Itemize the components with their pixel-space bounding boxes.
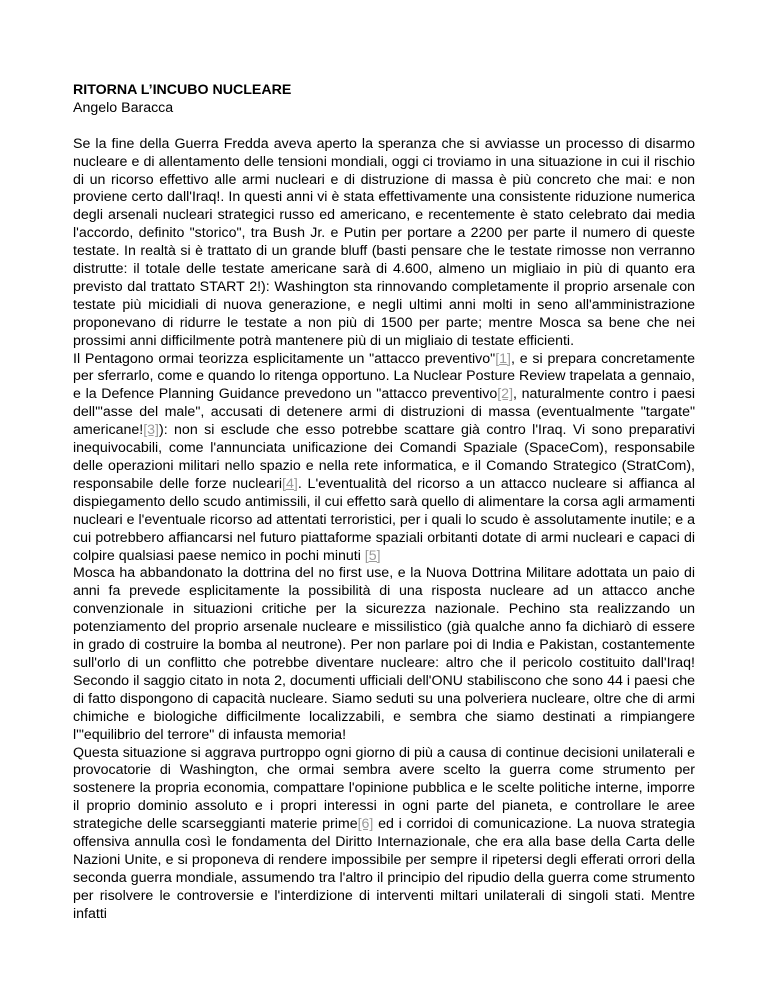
document-page — [73, 82, 695, 924]
paragraph-text: Mosca ha abbandonato la dottrina del no first use, e la Nuova Dottrina Militare adottata un paio di anni fa prevede esplicitamente la possibilità di una risposta nucleare ad un attacco anche convenzionale in situazioni critiche per la sicurezza nazionale. Pechino sta realizzando un potenziamento del proprio arsenale nucleare e missilistico (già qualche anno fa dichiarò di essere in grado di costruire la bomba al neutrone). Per non parlare poi di India e Pakistan, costantemente sull'orlo di un conflitto che potrebbe diventare nucleare: altro che il pericolo costituito dall'Iraq! Secondo il saggio citato in nota 2, documenti ufficiali dell'ONU stabiliscono che sono 44 i paesi che di fatto dispongono di capacità nucleare. Siamo seduti su una polveriera nucleare, oltre che di armi chimiche e biologiche difficilmente localizzabili, e sembra che siamo destinati a rimpiangere l'"equilibrio del terrore" di infausta memoria! — [73, 565, 695, 743]
body-paragraph — [73, 565, 695, 744]
paragraph-text: , e si prepara concretamente per sferrarlo, come e quando lo ritenga opportuno. La Nuclear Posture Review trapelata a gennaio, e la Defence Planning Guidance prevedono un "attacco preventivo — [73, 350, 696, 403]
footnote-link[interactable]: [6] — [357, 816, 374, 833]
paragraph-text: Questa situazione si aggrava purtroppo ogni giorno di più a causa di continue decisioni unilaterali e provocatorie di Washington, che ormai sembra avere scelto la guerra come strumento per sostenere la propria economia, compattare l'opinione pubblica e le scelte politiche interne, imporre il proprio dominio assoluto e i propri interessi in ogni parte del pianeta, e controllare le aree strategiche delle scarseggianti materie prime — [73, 744, 695, 833]
body-paragraph — [73, 745, 695, 924]
paragraph-text: Il Pentagono ormai teorizza esplicitamente un "attacco preventivo" — [73, 350, 496, 367]
footnote-link[interactable]: [2] — [497, 386, 514, 403]
document-author: Angelo Baracca — [73, 99, 174, 116]
paragraph-text: ): non si esclude che esso potrebbe scattare già contro l'Iraq. Vi sono preparativi inequivocabili, come l'annunciata unificazione dei Comandi Spaziale (SpaceCom), responsabile delle operazioni militari nello spazio e nella rete informatica, e il Comando Strategico (StratCom), responsabile delle forze nucleari — [73, 422, 695, 492]
document-title: RITORNA L’INCUBO NUCLEARE — [73, 82, 292, 98]
footnote-link[interactable]: [1] — [495, 350, 511, 367]
paragraph-text: . L'eventualità del ricorso a un attacco nucleare si affianca al dispiegamento dello scudo antimissili, il cui effetto sarà quello di alimentare la corsa agli armamenti nucleari e l'eventuale ricorso ad attentati terroristici, per i quali lo scudo è assolutamente inutile; e a cui potrebbero affiancarsi nel futuro piattaforme spaziali orbitanti dotate di armi nucleari e capaci di colpire qualsiasi paese nemico in pochi minuti — [73, 475, 695, 564]
footnote-link[interactable]: [3] — [143, 422, 159, 439]
paragraph-text: ed i corridoi di comunicazione. La nuova strategia offensiva annulla così le fondamenta del Diritto Internazionale, che era alla base della Carta delle Nazioni Unite, e si proponeva di rendere impossibile per sempre il ripetersi degli efferati orrori della seconda guerra mondiale, assumendo tra l'altro il principio del ripudio della guerra come strumento per risolvere le controversie e l'interdizione di interventi miltari unilaterali di singoli stati. Mentre infatti — [73, 816, 695, 922]
body-paragraph — [73, 351, 695, 566]
footnote-link[interactable]: [5] — [364, 547, 381, 564]
body-paragraph — [73, 136, 695, 351]
paragraph-text: Se la fine della Guerra Fredda aveva aperto la speranza che si avviasse un processo di disarmo nucleare e di allentamento delle tensioni mondiali, oggi ci troviamo in una situazione in cui il rischio di un ricorso effettivo alle armi nucleari e di distruzione di massa è più concreto che mai: e non proviene certo dall'Iraq!. In questi anni vi è stata effettivamente una consistente riduzione numerica degli arsenali nucleari strategici russo ed americano, e recentemente è stato celebrato dai media l'accordo, definito "storico", tra Bush Jr. e Putin per portare a 2200 per parte il numero di queste testate. In realtà si è trattato di un grande bluff (basti pensare che le testate rimosse non verranno distrutte: il totale delle testate americane sarà di 4.600, almeno un migliaio in più di quanto era previsto dal trattato START 2!): Washington sta rinnovando completamente il proprio arsenale con testate più micidiali di nuova generazione, e negli ultimi anni molti in seno all'amministrazione proponevano di ridurre le testate a non più di 1500 per parte; mentre Mosca sa bene che nei prossimi anni difficilmente potrà mantenere più di un migliaio di testate efficienti. — [73, 135, 695, 349]
footnote-link[interactable]: [4] — [282, 475, 298, 492]
paragraph-text: , naturalmente contro i paesi dell'"asse del male", accusati di detenere armi di distruzioni di massa (eventualmente "targate" americane! — [73, 386, 695, 439]
document-body — [73, 136, 695, 924]
